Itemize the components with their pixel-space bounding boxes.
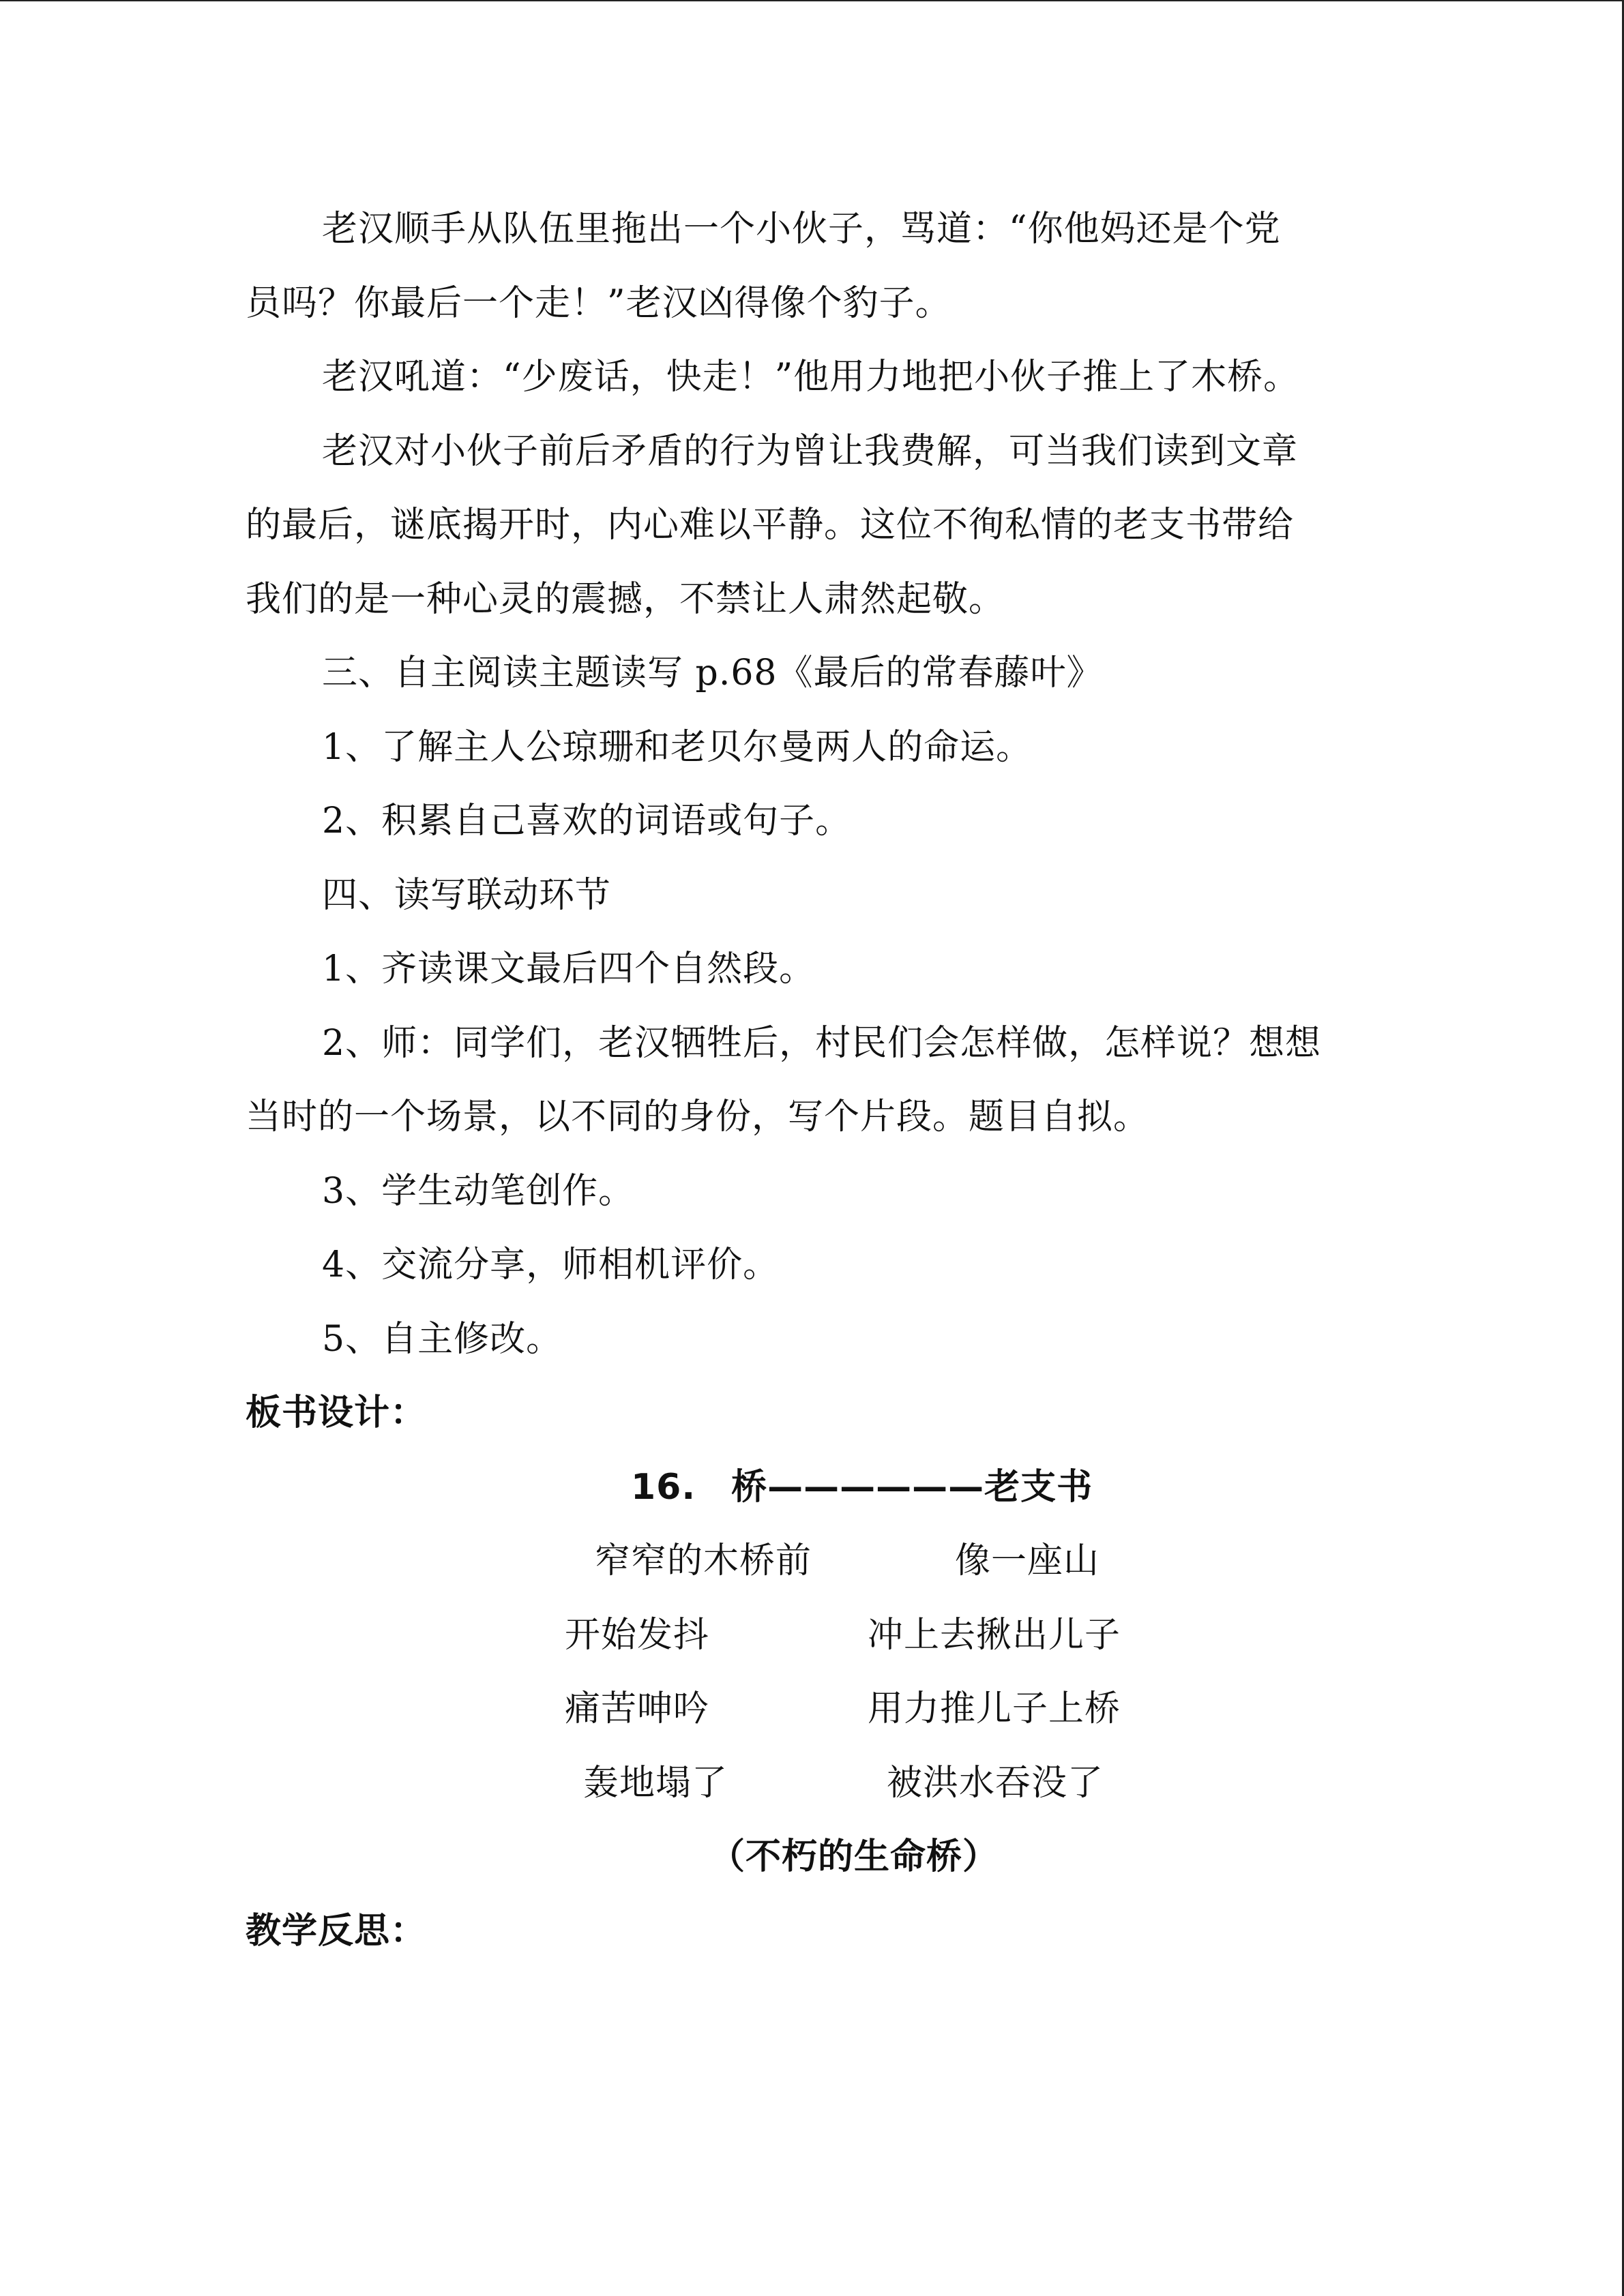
- paragraph-line: 老汉顺手从队伍里拖出一个小伙子，骂道：“你他妈还是个党: [322, 209, 1281, 250]
- paragraph-line: 老汉吼道：“少废话，快走！”他用力地把小伙子推上了木桥。: [322, 357, 1300, 398]
- page-top-border: [0, 0, 1624, 1]
- paragraph-line: 我们的是一种心灵的震撼，不禁让人肃然起敬。: [246, 578, 1005, 620]
- list-item-continuation: 当时的一个场景，以不同的身份，写个片段。题目自拟。: [246, 1097, 1150, 1137]
- list-item: 4、交流分享，师相机评价。: [322, 1244, 780, 1285]
- list-item: 1、了解主人公琼珊和老贝尔曼两人的命运。: [322, 726, 1033, 768]
- list-item: 1、齐读课文最后四个自然段。: [322, 949, 816, 989]
- paragraph-line: 老汉对小伙子前后矛盾的行为曾让我费解，可当我们读到文章: [322, 430, 1299, 472]
- board-row-left: 窄窄的木桥前: [595, 1540, 812, 1581]
- list-item: 5、自主修改。: [322, 1318, 563, 1360]
- paragraph-line: 的最后，谜底揭开时，内心难以平静。这位不徇私情的老支书带给: [246, 505, 1295, 546]
- board-title: [631, 1450, 1093, 1525]
- section-title: 三、自主阅读主题读写 p.68《最后的常春藤叶》: [322, 653, 1103, 694]
- board-row-right: 被洪水吞没了: [887, 1762, 1104, 1804]
- paragraph-line: 员吗？你最后一个走！”老汉凶得像个豹子。: [246, 282, 951, 324]
- board-row-right: 用力推儿子上桥: [868, 1688, 1121, 1729]
- document-page: [246, 192, 1378, 1968]
- board-title-number: 16.: [631, 1466, 696, 1508]
- board-row-left: 痛苦呻吟: [565, 1688, 710, 1729]
- board-row-left: 轰地塌了: [583, 1762, 728, 1804]
- board-row-left: 开始发抖: [565, 1614, 710, 1656]
- list-item: 3、学生动笔创作。: [322, 1170, 635, 1212]
- board-title-text: 桥——————老支书: [731, 1466, 1093, 1508]
- teaching-reflection-label: 教学反思：: [246, 1910, 427, 1952]
- section-title: 四、读写联动环节: [322, 874, 612, 916]
- board-design-label: 板书设计：: [246, 1392, 427, 1433]
- list-item: 2、师：同学们，老汉牺牲后，村民们会怎样做，怎样说？想想: [322, 1022, 1322, 1064]
- board-row-right: 冲上去揪出儿子: [868, 1614, 1121, 1656]
- board-row-right: 像一座山: [955, 1540, 1100, 1581]
- board-design: [246, 1450, 1378, 1894]
- list-item: 2、积累自己喜欢的词语或句子。: [322, 801, 852, 841]
- board-conclusion: （不朽的生命桥）: [709, 1836, 999, 1877]
